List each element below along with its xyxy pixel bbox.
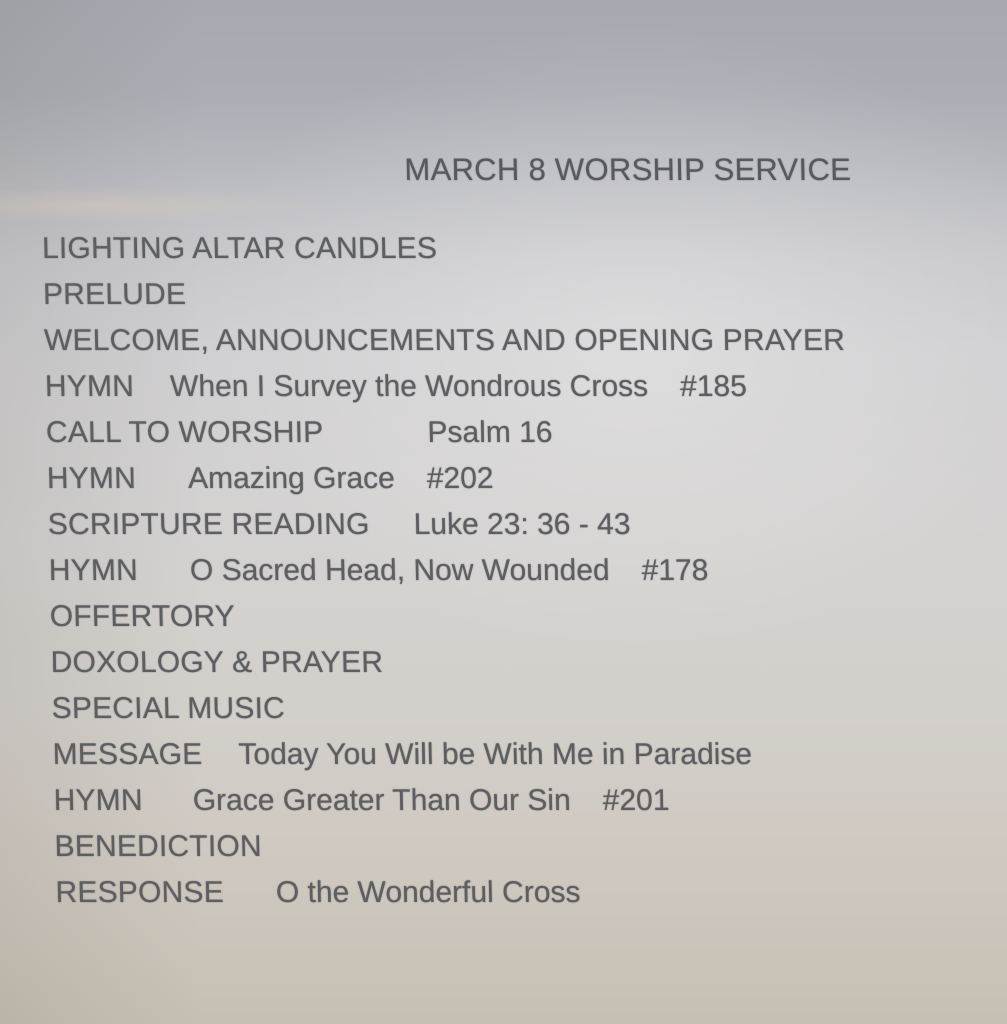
service-item (55, 870, 925, 916)
item-label: CALL TO WORSHIP (45, 416, 324, 449)
hymn-number (612, 876, 613, 909)
hymn-number (353, 692, 354, 725)
item-label: RESPONSE (55, 876, 225, 909)
order-of-service (42, 226, 926, 916)
item-detail (881, 324, 882, 357)
item-label: OFFERTORY (49, 600, 236, 633)
item-detail (297, 830, 298, 863)
service-item (52, 732, 922, 778)
hymn-number: #202 (426, 462, 494, 495)
service-title: MARCH 8 WORSHIP SERVICE (404, 152, 852, 187)
hymn-number (913, 324, 914, 357)
item-label: HYMN (53, 784, 144, 817)
service-item (47, 502, 917, 548)
item-detail: When I Survey the Wondrous Cross (169, 370, 649, 403)
service-item (51, 686, 921, 732)
item-label: PRELUDE (42, 278, 187, 311)
item-detail: O the Wonderful Cross (275, 876, 581, 909)
item-label: LIGHTING ALTAR CANDLES (41, 232, 438, 265)
hymn-number (662, 508, 663, 541)
item-detail (321, 692, 322, 725)
hymn-number (254, 278, 255, 311)
service-item (49, 594, 919, 640)
service-item (48, 548, 918, 594)
service-item (50, 640, 920, 686)
item-label: SCRIPTURE READING (47, 508, 370, 541)
item-label: WELCOME, ANNOUNCEMENTS AND OPENING PRAYER (43, 324, 846, 357)
item-label: BENEDICTION (54, 830, 263, 863)
hymn-number (329, 830, 330, 863)
item-label: DOXOLOGY & PRAYER (50, 646, 384, 679)
item-detail: Psalm 16 (427, 416, 553, 449)
item-detail: Today You Will be With Me in Paradise (238, 738, 753, 771)
item-detail: Grace Greater Than Our Sin (192, 784, 572, 817)
hymn-number: #201 (602, 784, 670, 817)
service-item (46, 456, 916, 502)
hymn-number (584, 416, 585, 449)
item-label: HYMN (44, 370, 135, 403)
item-detail (222, 278, 223, 311)
item-detail: O Sacred Head, Now Wounded (189, 554, 610, 587)
service-item (45, 410, 915, 456)
hymn-number (451, 646, 452, 679)
service-item (44, 318, 914, 364)
item-detail (419, 646, 420, 679)
service-item (43, 272, 913, 318)
item-label: HYMN (46, 462, 137, 495)
hymn-number (303, 600, 304, 633)
item-detail (473, 232, 474, 265)
hymn-number: #185 (679, 370, 748, 403)
service-item (54, 824, 924, 870)
item-label: MESSAGE (52, 738, 203, 771)
hymn-number (784, 738, 785, 771)
item-label: SPECIAL MUSIC (51, 692, 286, 725)
item-detail (271, 600, 272, 633)
item-label: HYMN (48, 554, 139, 587)
service-item (44, 364, 914, 410)
hymn-number: #178 (641, 554, 709, 587)
service-item (53, 778, 923, 824)
service-item (42, 226, 912, 272)
item-detail: Luke 23: 36 - 43 (413, 508, 631, 541)
hymn-number (505, 232, 506, 265)
item-detail: Amazing Grace (187, 462, 396, 495)
